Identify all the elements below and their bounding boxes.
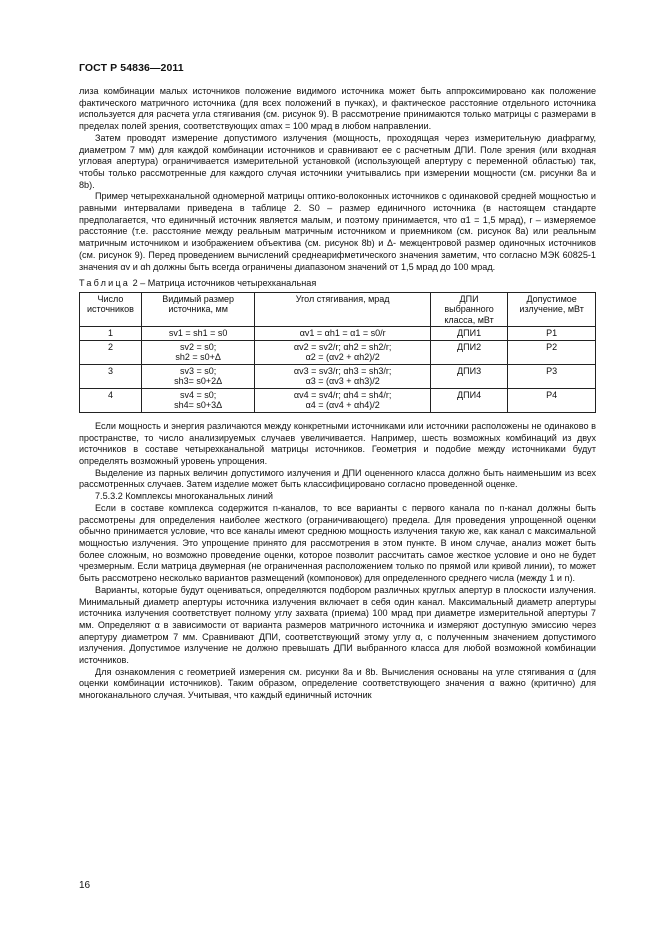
table-header-row [80, 292, 596, 327]
table-row [80, 340, 596, 364]
cell-subtended-angle-line: αv4 = sv4/r; αh4 = sh4/r; [293, 389, 392, 400]
cell-subtended-angle-line: αv1 = αh1 = α1 = s0/r [299, 328, 386, 339]
cell-class-limit: ДПИ2 [430, 340, 507, 364]
source-matrix-table [79, 292, 596, 413]
header-accessible-emission: Допустимое излучение, мВт [508, 292, 596, 327]
cell-class-limit: ДПИ4 [430, 388, 507, 412]
page-number: 16 [79, 880, 91, 891]
document-page [79, 62, 596, 702]
cell-accessible-emission: P3 [508, 364, 596, 388]
section-heading: 7.5.3.2 Комплексы многоканальных линий [95, 491, 273, 502]
table-row [80, 388, 596, 412]
body-text [79, 86, 596, 702]
cell-class-limit: ДПИ1 [430, 327, 507, 341]
cell-source-count: 1 [80, 327, 142, 341]
paragraph-7: Варианты, которые будут оцениваться, определяются подбором различных круглых апертур в плоскости излучения. Минимальный диаметр апертуры источника излучения включает в себя один канал. Максимальный диаметр апертуры источника излучения соответствует полному углу захвата (приема) 100 мрад при диаметре измерительной апертуры 7 мм. Определяют α в зависимости от варианта размеров матричного источника и измеряют доступную эмиссию через апертуру диаметром 7 мм. Сравнивают ДПИ, соответствующий этому углу α, с полученным значением допустимого излучения. Допустимое излучение не должно превышать ДПИ выбранного класса для любой возможной комбинации источников. [79, 584, 596, 666]
header-class-limit: ДПИ выбранного класса, мВт [430, 292, 507, 327]
cell-apparent-size-line: sv4 = s0; [180, 389, 217, 400]
cell-apparent-size-line: sv3 = s0; [180, 365, 217, 376]
header-apparent-size: Видимый размер источника, мм [141, 292, 255, 327]
cell-source-count: 4 [80, 388, 142, 412]
cell-apparent-size [141, 340, 255, 364]
document-header: ГОСТ Р 54836—2011 [79, 62, 184, 74]
cell-apparent-size-line: sv2 = s0; [180, 341, 217, 352]
header-subtended-angle: Угол стягивания, мрад [255, 292, 430, 327]
paragraph-6: Если в составе комплекса содержится n-каналов, то все варианты с первого канала по n-канал должны быть рассмотрены для определения наиболее жесткого (ограничивающего) предела. Для проведения упрощенной оценки обычно принимается условие, что все каналы имеют среднюю мощность излучения такую же, как канал с максимальной мощностью излучения. Это упрощение принято для рассмотрения в этом пункте. В ином случае, анализ может быть более сложным, но возможно проведение оценки, которое позволит рассчитать самое жесткое условие и оно не будет чрезмерным. Если матрица двумерная (не ограниченная расположением только по прямой или кривой линии), то может быть рассмотрено несколько вариантов размещений (компоновок) для определенного среднего числа (между 1 и n). [79, 502, 596, 584]
cell-apparent-size-line: sv1 = sh1 = s0 [168, 328, 228, 339]
paragraph-2: Затем проводят измерение допустимого излучения (мощность, проходящая через измерительную диафрагму, диаметром 7 мм) для каждой комбинации источников и сравнивают ее с расчетным ДПИ. Поле зрения (или входная угловая апертура) ограничивается измерительной установкой (использующей апертуру с переменной областью) так, чтобы только рассмотренные для каждого случая источники учитывались при измерении мощности (см. рисунки 8а и 8b). [79, 132, 596, 190]
table-caption-text: 2 – Матрица источников четырехканальная [130, 278, 317, 289]
cell-subtended-angle [255, 364, 430, 388]
cell-accessible-emission: P4 [508, 388, 596, 412]
table-caption-word: Таблица [79, 278, 131, 289]
cell-apparent-size [141, 388, 255, 412]
cell-subtended-angle-line: αv3 = sv3/r; αh3 = sh3/r; [293, 365, 392, 376]
cell-apparent-size-line: sh4= s0+3Δ [174, 400, 223, 411]
table-row [80, 327, 596, 341]
cell-subtended-angle [255, 327, 430, 341]
cell-subtended-angle-line: α4 = (αv4 + αh4)/2 [305, 400, 380, 411]
paragraph-3: Пример четырехканальной одномерной матрицы оптико-волоконных источников с одинаковой средней мощностью и равными интервалами приведена в таблице 2. S0 – размер единичного источника (в настоящем стандарте предполагается, что единичный источник является малым, и поэтому принимается, что α1 = 1,5 мрад), r – измеряемое расстояние (т.е. расстояние между реальным матричным источником и приемником (см. рисунок 8а) или реальным матричным источником и изображением объектива (см. рисунок 8b) и Δ- межцентровой размер одиночных источников (см. рисунок 9). Перед проведением вычислений среднеарифметического значения заметим, что согласно МЭК 60825-1 значения αv и αh должны быть всегда ограничены диапазоном значений от 1,5 мрад до 100 мрад. [79, 191, 596, 272]
cell-apparent-size-line: sh2 = s0+Δ [175, 352, 221, 363]
paragraph-4: Если мощность и энергия различаются между конкретными источниками или источники расположены не одинаково в пространстве, то число анализируемых случаев увеличивается. Например, шесть возможных комбинаций из двух источников в составе четырехканальной матрицы источников. Геометрия и подобие между источниками будут определять возможный уровень упрощения. [79, 420, 596, 467]
cell-subtended-angle-line: α2 = (αv2 + αh2)/2 [305, 352, 380, 363]
header-source-count: Число источников [80, 292, 142, 327]
table-body [80, 327, 596, 413]
table-row [80, 364, 596, 388]
cell-source-count: 2 [80, 340, 142, 364]
paragraph-1: лиза комбинации малых источников положение видимого источника может быть аппроксимировано как положение фактического матричного источника (для всех положений в пучках), и фактическое расстояние отдельного источника используется для расчета угла стягивания (см. рисунок 9). В рассмотрение принимаются только матрицы с размерами в пределах полей зрения, соответствующих αmax = 100 мрад в любом направлении. [79, 86, 596, 132]
cell-apparent-size [141, 364, 255, 388]
cell-subtended-angle-line: αv2 = sv2/r; αh2 = sh2/r; [293, 341, 392, 352]
cell-subtended-angle-line: α3 = (αv3 + αh3)/2 [305, 376, 380, 387]
cell-subtended-angle [255, 388, 430, 412]
cell-source-count: 3 [80, 364, 142, 388]
paragraph-5: Выделение из парных величин допустимого излучения и ДПИ оцененного класса должно быть наименьшим из всех рассмотренных случаев. Затем изделие может быть классифицировано согласно проведенной оценке. [79, 467, 596, 490]
cell-accessible-emission: P2 [508, 340, 596, 364]
cell-class-limit: ДПИ3 [430, 364, 507, 388]
table-caption [79, 278, 596, 290]
cell-apparent-size-line: sh3= s0+2Δ [174, 376, 223, 387]
cell-apparent-size [141, 327, 255, 341]
cell-accessible-emission: P1 [508, 327, 596, 341]
cell-subtended-angle [255, 340, 430, 364]
paragraph-8: Для ознакомления с геометрией измерения см. рисунки 8а и 8b. Вычисления основаны на угле стягивания α (для оценки комбинации источников). Таким образом, определение соответствующего значения α важно (критично) для многоканального случая. Учитывая, что каждый единичный источник [79, 666, 596, 701]
